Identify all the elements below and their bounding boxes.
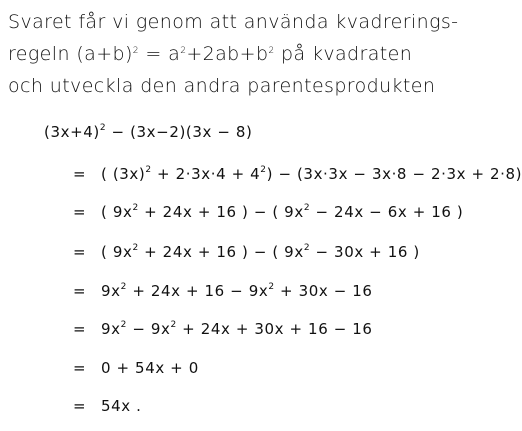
exponent: 2 [99, 123, 107, 133]
equals-sign: = [73, 320, 87, 338]
exponent: 2 [132, 46, 139, 56]
exponent: 2 [303, 243, 311, 253]
intro-line-2-mid2: +2ab+b [186, 43, 269, 65]
math-step-start [44, 123, 253, 141]
exponent: 2 [268, 282, 275, 292]
math-step-4 [73, 282, 373, 300]
math-step-6 [73, 359, 199, 377]
math-term: ( 9x [101, 243, 133, 261]
math-term: + 24x + 16 − 9x [126, 282, 269, 300]
math-term: + 24x + 16 ) − ( 9x [138, 243, 304, 261]
math-step-2 [73, 203, 463, 221]
intro-line-2-prefix: regeln (a+b) [8, 43, 133, 65]
math-term: + 2·3x·4 + 4 [151, 165, 261, 183]
intro-line-3: och utveckla den andra parentesprodukten [8, 75, 436, 97]
math-term: + 24x + 16 ) − ( 9x [138, 203, 304, 221]
equals-sign: = [73, 243, 87, 261]
intro-line-2-suffix: på kvadraten [274, 43, 413, 65]
exponent: 2 [180, 46, 187, 56]
exponent: 2 [132, 203, 139, 213]
math-term: 0 + 54x + 0 [101, 359, 199, 377]
math-term: − 30x + 16 ) [310, 243, 420, 261]
math-term: − (3x−2)(3x − 8) [106, 123, 253, 141]
exponent: 2 [260, 165, 267, 175]
exponent: 2 [120, 320, 127, 330]
math-term: (3x+4) [44, 123, 100, 141]
exponent: 2 [145, 165, 152, 175]
math-term: 54x . [101, 397, 142, 415]
exponent: 2 [268, 46, 275, 56]
intro-line-1: Svaret får vi genom att använda kvadrerings- [8, 11, 459, 33]
exponent: 2 [303, 203, 311, 213]
math-term: 9x [101, 282, 121, 300]
math-step-7 [73, 397, 142, 415]
intro-paragraph [8, 6, 459, 102]
math-term: − 9x [126, 320, 171, 338]
math-term: + 24x + 30x + 16 − 16 [176, 320, 373, 338]
exponent: 2 [132, 243, 139, 253]
equals-sign: = [73, 397, 87, 415]
equals-sign: = [73, 165, 87, 183]
equals-sign: = [73, 359, 87, 377]
math-term: + 30x − 16 [274, 282, 373, 300]
equals-sign: = [73, 203, 87, 221]
intro-line-2-mid1: = a [138, 43, 181, 65]
math-term: 9x [101, 320, 121, 338]
math-term: ( (3x) [101, 165, 146, 183]
intro-line-2 [8, 38, 412, 70]
math-term: − 24x − 6x + 16 ) [310, 203, 464, 221]
math-term: ( 9x [101, 203, 133, 221]
equals-sign: = [73, 282, 87, 300]
math-term: ) − (3x·3x − 3x·8 − 2·3x + 2·8) [266, 165, 522, 183]
math-step-3 [73, 243, 420, 261]
math-step-1 [73, 165, 522, 183]
exponent: 2 [170, 320, 177, 330]
math-step-5 [73, 320, 373, 338]
exponent: 2 [120, 282, 127, 292]
